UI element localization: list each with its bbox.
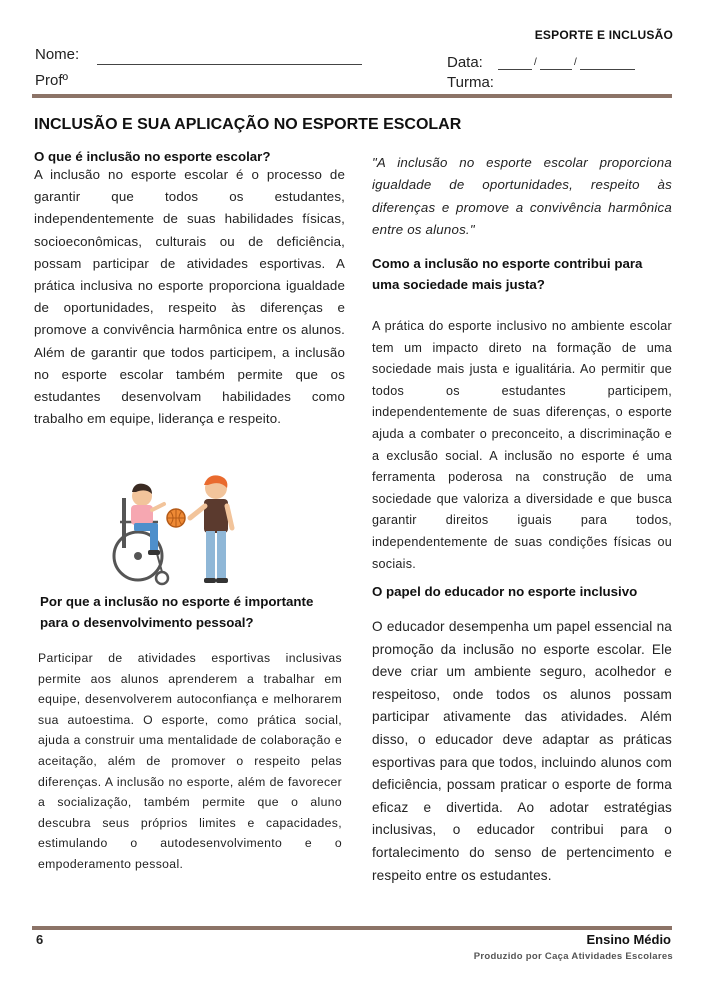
highlight-quote: "A inclusão no esporte escolar proporciona igualdade de oportunidades, respeito às diferenças e promove a convivência harmônica entre os alunos." xyxy=(372,155,672,237)
section-heading: Por que a inclusão no esporte é importante para o desenvolvimento pessoal? xyxy=(40,594,314,630)
credit-line: Produzido por Caça Atividades Escolares xyxy=(473,951,673,962)
date-separator: / xyxy=(574,57,577,68)
date-month-line[interactable] xyxy=(540,69,572,70)
standing-child-figure xyxy=(190,475,232,583)
section-heading: O papel do educador no esporte inclusivo xyxy=(372,584,638,599)
class-label: Turma: xyxy=(447,74,494,91)
section-heading: O que é inclusão no esporte escolar? xyxy=(34,149,271,164)
basketball-icon xyxy=(167,509,185,527)
page-title: INCLUSÃO E SUA APLICAÇÃO NO ESPORTE ESCOLAR xyxy=(34,116,462,133)
section-body: O educador desempenha um papel essencial na promoção da inclusão no esporte escolar. Ele deve criar um ambiente seguro, acolhedor e respeitoso, onde todos os alunos possam participar ativamente das atividades. Além disso, o educador deve adaptar as práticas esportivas para que todos, incluindo alunos com deficiência, possam praticar o esporte de forma eficaz e divertida. Ao adotar estratégias inclusivas, o educador contribui para o fortalecimento do senso de pertencimento e respeito entre os estudantes. xyxy=(372,619,672,883)
footer-divider xyxy=(32,926,672,930)
section-body: Participar de atividades esportivas inclusivas permite aos alunos aprenderem a trabalhar em equipe, desenvolverem autoconfiança e melhorarem sua autoestima. O esporte, como prática social, ajuda a construir uma mentalidade de colaboração e aceitação, além de promover o respeito pelas diferenças. A inclusão no esporte, além de favorecer a socialização, também permite que o aluno descubra seus próprios limites e capacidades, estimulando o autodesenvolvimento e o empoderamento pessoal. xyxy=(38,651,342,871)
name-label: Nome: xyxy=(35,46,80,63)
section-body: A inclusão no esporte escolar é o processo de garantir que todos os estudantes, independentemente de suas habilidades físicas, socioeconômicas, culturais ou de deficiência, possam participar de atividades esportivas. A prática inclusiva no esporte proporciona igualdade de oportunidades, respeito às diferenças e promove a convivência harmônica entre os alunos. Além de garantir que todos participem, a inclusão no esporte escolar também permite que os estudantes desenvolvam habilidades como trabalho em equipe, liderança e respeito. xyxy=(34,167,345,427)
page-number: 6 xyxy=(36,932,44,947)
teacher-label: Profº xyxy=(35,72,68,89)
date-separator: / xyxy=(534,57,537,68)
date-label: Data: xyxy=(447,54,483,71)
header-divider xyxy=(32,94,672,98)
education-level: Ensino Médio xyxy=(586,932,671,947)
name-line[interactable] xyxy=(97,64,362,65)
date-day-line[interactable] xyxy=(498,69,532,70)
illustration xyxy=(112,470,247,590)
date-year-line[interactable] xyxy=(580,69,635,70)
header-tag: ESPORTE E INCLUSÃO xyxy=(534,28,673,42)
section-heading: Como a inclusão no esporte contribui para uma sociedade mais justa? xyxy=(372,256,643,292)
section-body: A prática do esporte inclusivo no ambiente escolar tem um impacto direto na formação de uma sociedade mais justa e igualitária. Ao permitir que todos os estudantes participem, independentemente de suas diferenças, o esporte ajuda a combater o preconceito, a discriminação e a exclusão social. A inclusão no esporte é uma ferramenta poderosa na construção de uma sociedade que valoriza a diversidade e que busca garantir direitos iguais para todos, independentemente de suas condições físicas ou sociais. xyxy=(372,319,672,571)
